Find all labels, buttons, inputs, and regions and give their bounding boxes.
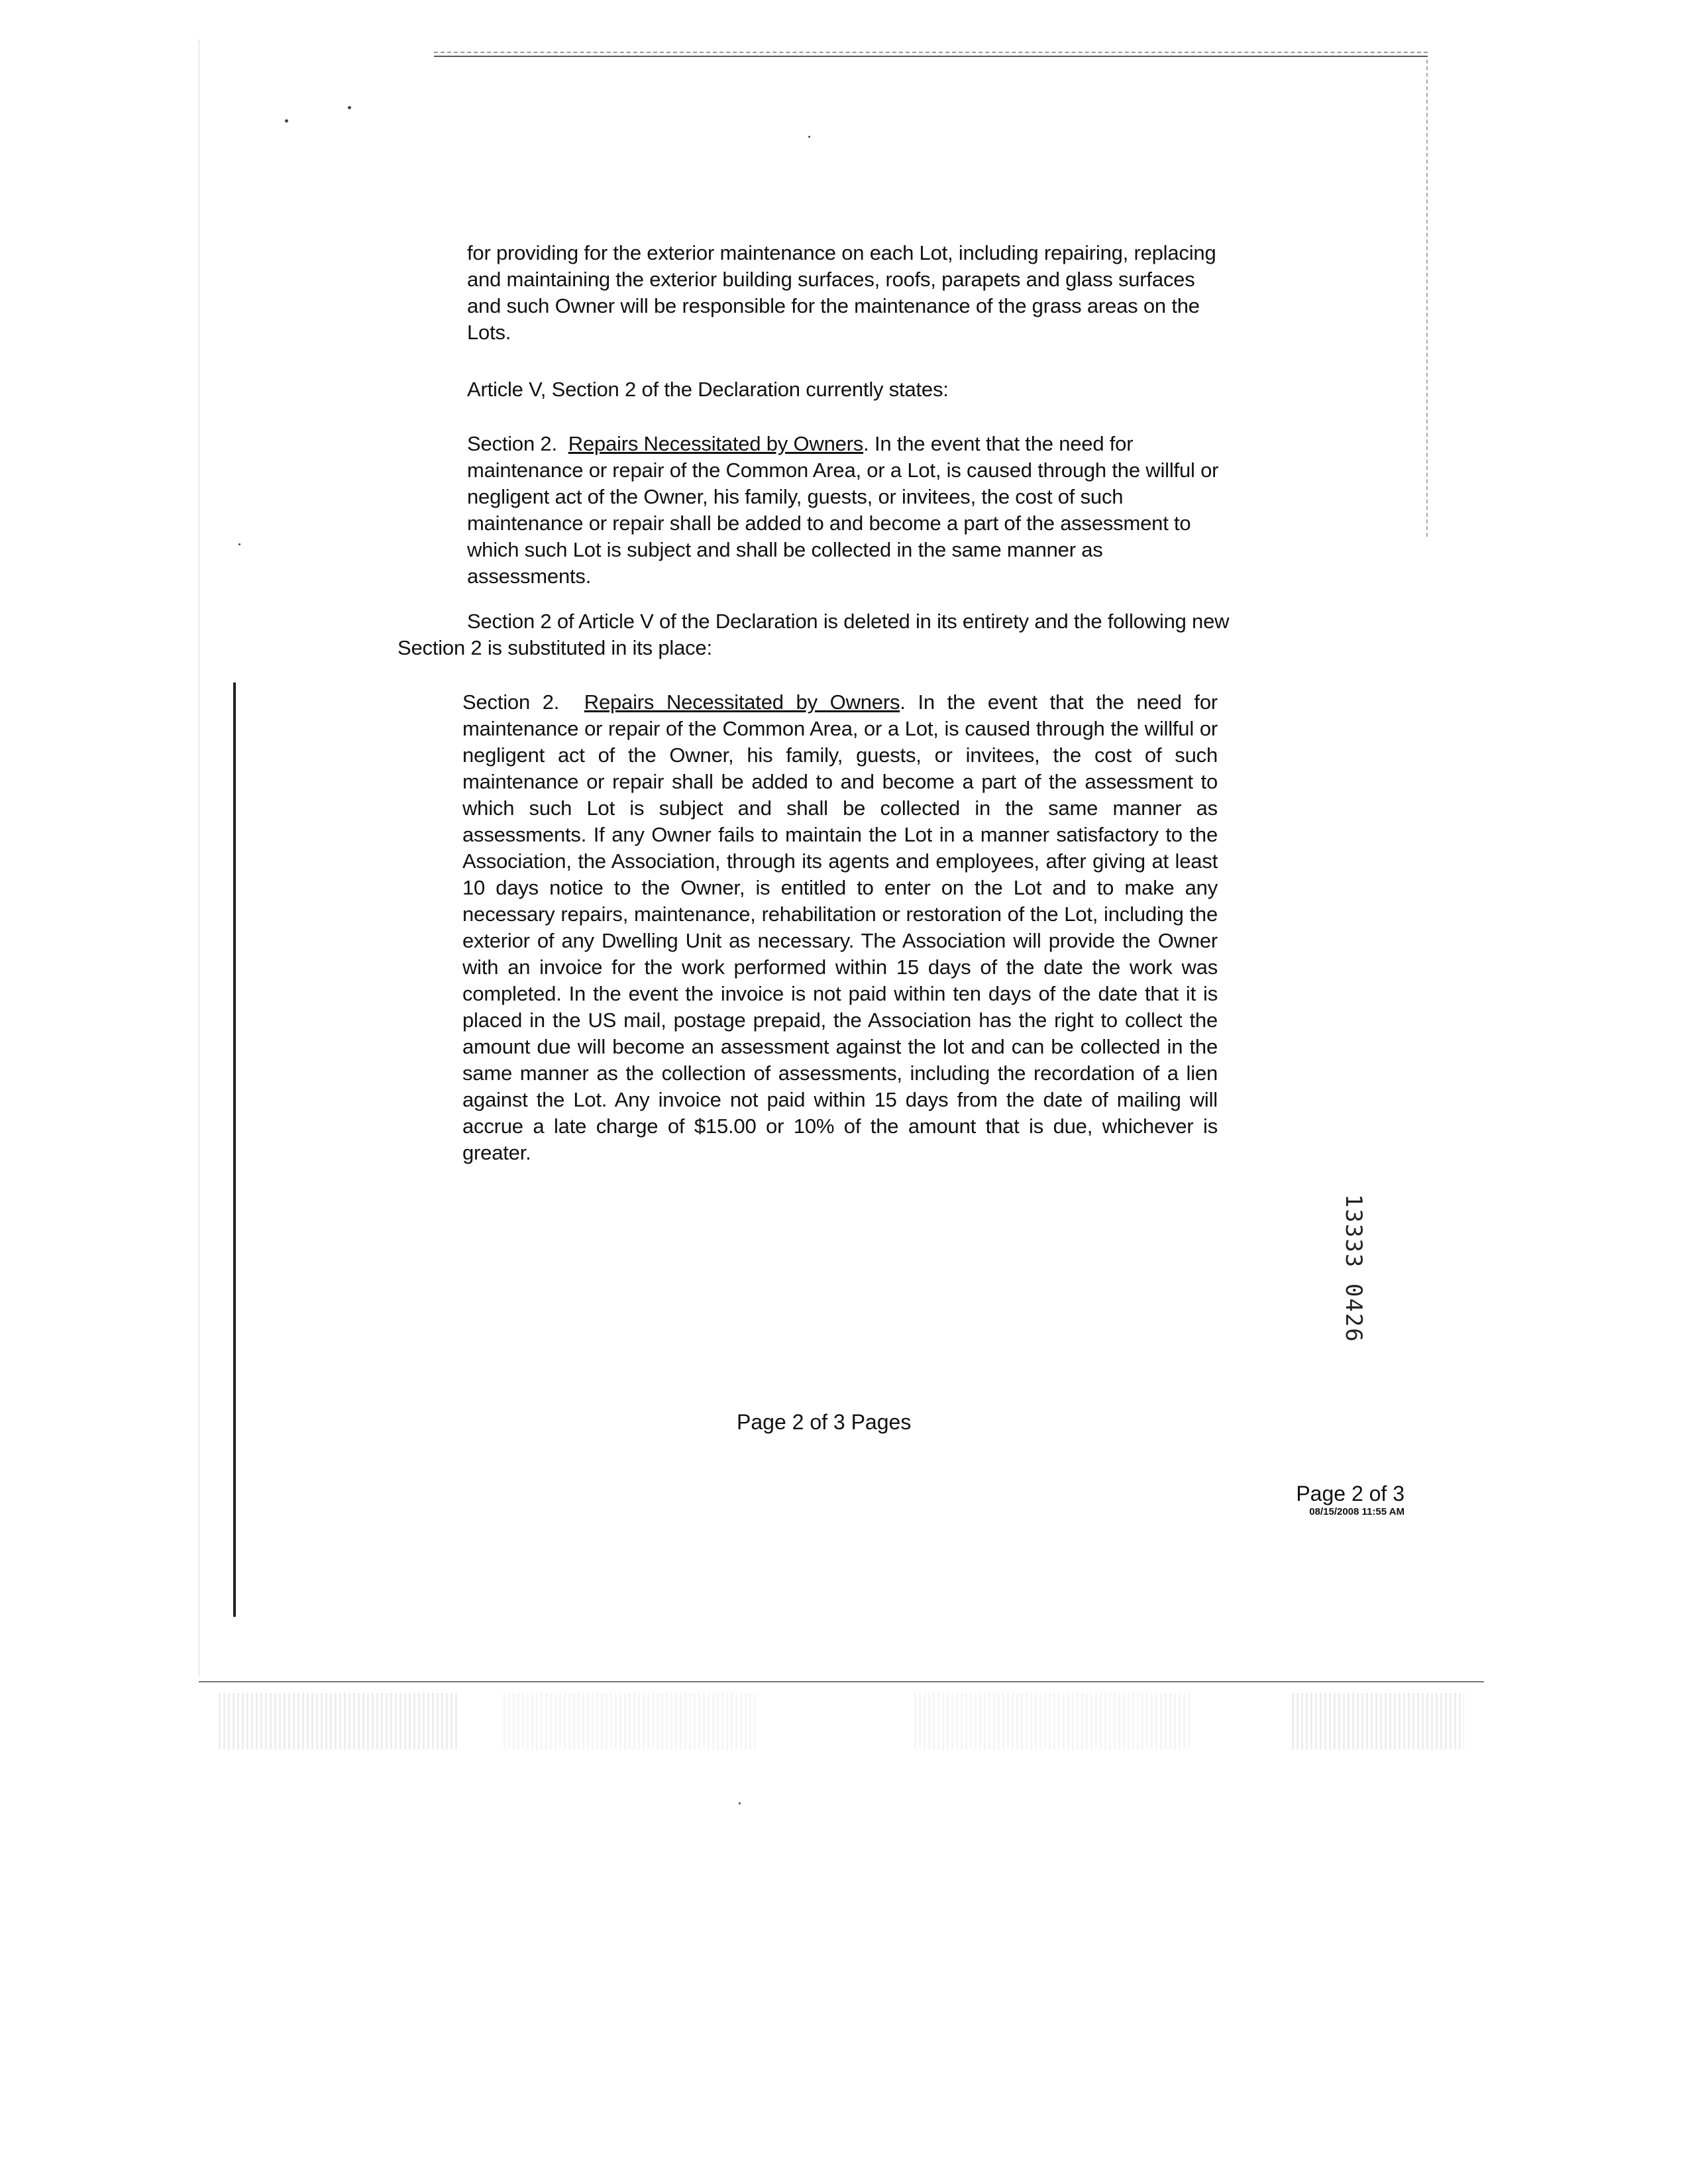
intro-paragraph: for providing for the exterior maintenance on each Lot, including repairing, replacing and maintaining the exterior building surfaces, roofs, parapets and glass surfaces and such Owner will be responsible for the maintenance of the grass areas on the Lots. <box>467 241 1216 344</box>
scan-noise-strip <box>1292 1693 1464 1749</box>
page-footer: Page 2 of 3 Pages <box>737 1410 912 1434</box>
scan-speck <box>739 1802 741 1804</box>
scan-speck <box>285 119 288 123</box>
current-section-paragraph <box>467 431 1222 590</box>
scan-border-top <box>434 56 1428 57</box>
section-body: . In the event that the need for maintenance or repair of the Common Area, or a Lot, is caused through the willful or negligent act of the Owner, his family, guests, or invitees, the cost of such maintenance or repair shall be added to and become a part of the assessment to which such Lot is subject and shall be collected in the same manner as assessments. If any Owner fails to maintain the Lot in a manner satisfactory to the Association, the Association, through its agents and employees, after giving at least 10 days notice to the Owner, is entitled to enter on the Lot and to make any necessary repairs, maintenance, rehabilitation or restoration of the Lot, including the exterior of any Dwelling Unit as necessary. The Association will provide the Owner with an invoice for the work performed within 15 days of the date the work was completed. In the event the invoice is not paid within ten days of the date that it is placed in the US mail, postage prepaid, the Association has the right to collect the amount due will become an assessment against the lot and can be collected in the same manner as the collection of assessments, including the recordation of a lien against the Lot. Any invoice not paid within 15 days from the date of mailing will accrue a late charge of $15.00 or 10% of the amount that is due, whichever is greater. <box>462 690 1218 1164</box>
section-prefix: Section 2. <box>467 432 557 455</box>
section-title: Repairs Necessitated by Owners <box>584 690 900 714</box>
scan-speck <box>348 106 351 109</box>
scan-border-right <box>1426 60 1428 537</box>
scan-noise-strip <box>219 1693 457 1749</box>
scan-speck <box>238 543 240 545</box>
scan-border-top-dashed <box>434 52 1428 53</box>
fax-page-number: Page 2 of 3 <box>1296 1482 1404 1505</box>
new-section-paragraph <box>462 689 1218 1166</box>
scan-speck <box>808 136 810 138</box>
section-body: . In the event that the need for maintenance or repair of the Common Area, or a Lot, is caused through the willful or negligent act of the Owner, his family, guests, or invitees, the cost of such maintenance or repair shall be added to and become a part of the assessment to which such Lot is subject and shall be collected in the same manner as assessments. <box>467 432 1219 588</box>
section-prefix: Section 2. <box>462 690 560 714</box>
scan-noise-strip <box>504 1693 755 1749</box>
fax-header <box>1279 1482 1404 1519</box>
fax-timestamp: 08/15/2008 11:55 AM <box>1309 1506 1404 1517</box>
scan-border-bottom <box>199 1681 1484 1682</box>
deletion-paragraph: Section 2 of Article V of the Declaration is deleted in its entirety and the following new Section 2 is substituted in its place: <box>398 610 1230 659</box>
recording-stamp: 13333 0426 <box>1340 1194 1367 1343</box>
article-heading: Article V, Section 2 of the Declaration currently states: <box>467 378 949 401</box>
scan-border-left <box>233 682 236 1617</box>
scan-noise-strip <box>914 1693 1192 1749</box>
section-title: Repairs Necessitated by Owners <box>568 432 864 455</box>
